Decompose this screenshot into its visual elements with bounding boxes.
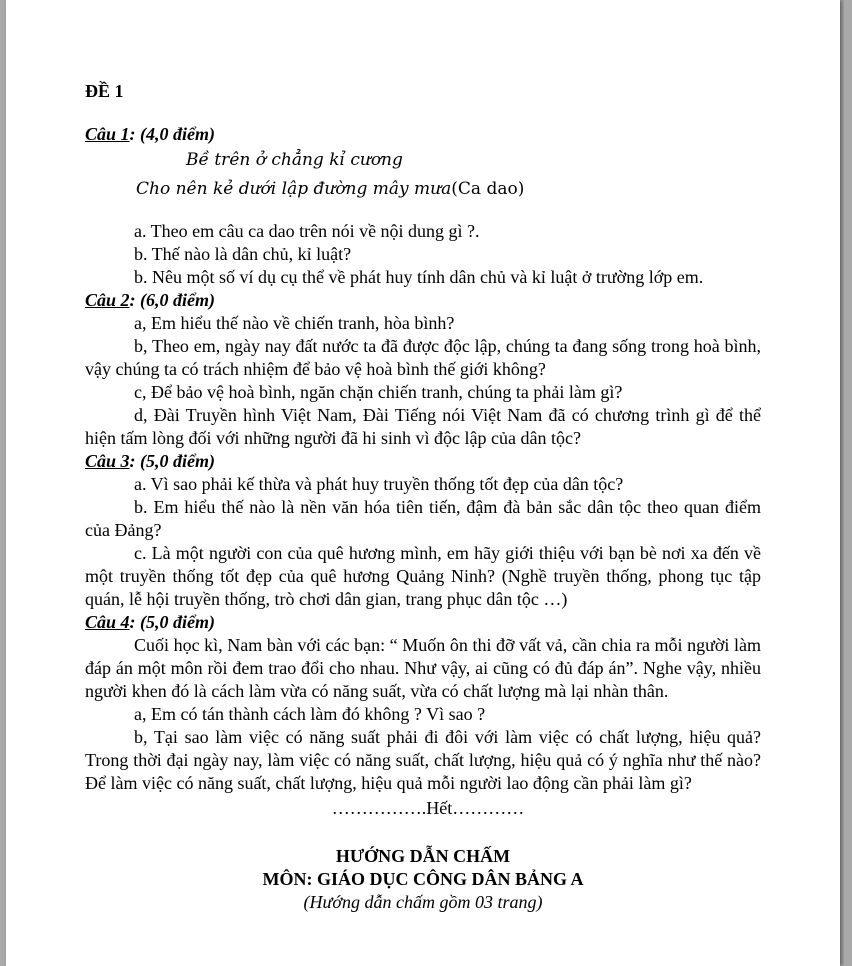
question-3-points: : (5,0 điểm) bbox=[129, 451, 216, 471]
question-1-label: Câu 1 bbox=[85, 124, 130, 144]
question-1-item-b: b. Thế nào là dân chủ, kỉ luật? bbox=[134, 244, 352, 264]
question-3-heading bbox=[85, 450, 761, 473]
poem-line-1: Bề trên ở chẳng kỉ cương bbox=[186, 150, 403, 170]
question-4-points: : (5,0 điểm) bbox=[129, 612, 216, 632]
end-marker: …………….Hết………… bbox=[331, 798, 525, 818]
question-2-item-c: c, Để bảo vệ hoà bình, ngăn chặn chiến tranh, chúng ta phải làm gì? bbox=[134, 382, 623, 402]
question-3-item-a: a. Vì sao phải kế thừa và phát huy truyền thống tốt đẹp của dân tộc? bbox=[134, 474, 624, 494]
question-4-label: Câu 4 bbox=[85, 612, 130, 632]
question-4-heading bbox=[85, 611, 761, 634]
question-1-heading bbox=[85, 123, 761, 146]
question-3-label: Câu 3 bbox=[85, 451, 130, 471]
guide-page-count: (Hướng dẫn chấm gồm 03 trang) bbox=[303, 892, 543, 912]
guide-subject: MÔN: GIÁO DỤC CÔNG DÂN BẢNG A bbox=[262, 869, 584, 889]
question-2-points: : (6,0 điểm) bbox=[129, 290, 216, 310]
document-page bbox=[6, 0, 840, 966]
question-4-item-b: b, Tại sao làm việc có năng suất phải đi đôi với làm việc có chất lượng, hiệu quả? Trong thời đại ngày nay, làm việc có năng suất, chất lượng, hiệu quả có ý nghĩa như thế nào? Để làm việc có năng suất, chất lượng, hiệu quả mỗi người lao động cần phải làm gì? bbox=[85, 727, 761, 793]
guide-title: HƯỚNG DẪN CHẤM bbox=[335, 846, 511, 866]
poem bbox=[85, 146, 761, 204]
question-2-item-a: a, Em hiểu thế nào về chiến tranh, hòa bình? bbox=[134, 313, 455, 333]
question-2-label: Câu 2 bbox=[85, 290, 130, 310]
question-3-item-b: b. Em hiểu thế nào là nền văn hóa tiên tiến, đậm đà bản sắc dân tộc theo quan điểm của Đảng? bbox=[85, 497, 761, 540]
exam-title: ĐỀ 1 bbox=[85, 81, 124, 101]
spacer bbox=[85, 204, 761, 220]
poem-line-2 bbox=[85, 175, 761, 204]
question-1-points: : (4,0 điểm) bbox=[129, 124, 216, 144]
question-2-item-b: b, Theo em, ngày nay đất nước ta đã được độc lập, chúng ta đang sống trong hoà bình, vậy chúng ta có trách nhiệm để bảo vệ hoà bình thế giới không? bbox=[85, 336, 761, 379]
poem-source: (Ca dao) bbox=[451, 179, 525, 199]
question-3-item-c: c. Là một người con của quê hương mình, em hãy giới thiệu với bạn bè nơi xa đến về một truyền thống tốt đẹp của quê hương Quảng Ninh? (Nghề truyền thống, phong tục tập quán, lễ hội truyền thống, trò chơi dân gian, trang phục dân tộc …) bbox=[85, 543, 761, 609]
question-2-heading bbox=[85, 289, 761, 312]
document-body bbox=[85, 80, 761, 914]
question-2-item-d: d, Đài Truyền hình Việt Nam, Đài Tiếng nói Việt Nam đã có chương trình gì để thể hiện tấm lòng đối với những người đã hi sinh vì độc lập của dân tộc? bbox=[85, 405, 761, 448]
question-4-item-a: a, Em có tán thành cách làm đó không ? Vì sao ? bbox=[134, 704, 486, 724]
question-1-item-b2: b. Nêu một số ví dụ cụ thể về phát huy tính dân chủ và kỉ luật ở trường lớp em. bbox=[134, 267, 704, 287]
vertical-scrollbar[interactable] bbox=[844, 0, 852, 966]
question-1-item-a: a. Theo em câu ca dao trên nói về nội dung gì ?. bbox=[134, 221, 480, 241]
question-4-scenario: Cuối học kì, Nam bàn với các bạn: “ Muốn ôn thi đỡ vất vả, cần chia ra mỗi người làm đáp án một môn rồi đem trao đổi cho nhau. Như vậy, ai cũng có đủ đáp án”. Nghe vậy, nhiều người khen đó là cách làm vừa có năng suất, vừa có chất lượng mà lại nhàn thân. bbox=[85, 635, 761, 701]
poem-line-2-text: Cho nên kẻ dưới lập đường mây mưa bbox=[136, 179, 452, 199]
